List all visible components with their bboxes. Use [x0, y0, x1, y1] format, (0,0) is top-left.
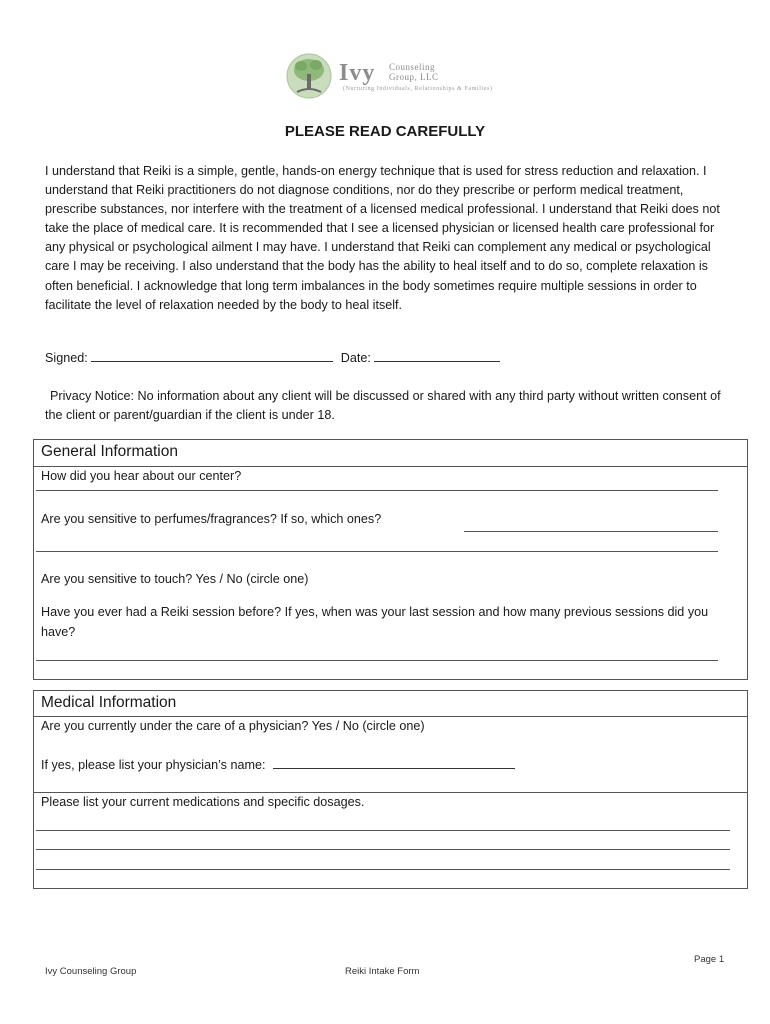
physician-name-label: If yes, please list your physician’s name: — [41, 758, 266, 772]
footer-organization: Ivy Counseling Group — [45, 966, 137, 977]
general-information-title: General Information — [41, 443, 178, 460]
footer-form-title: Reiki Intake Form — [345, 966, 420, 977]
hear-about-field[interactable] — [36, 490, 718, 491]
medications-line-2[interactable] — [36, 849, 730, 850]
section-divider — [34, 792, 747, 793]
logo-sub-line1: Counseling — [389, 62, 436, 72]
medications-line-1[interactable] — [36, 830, 730, 831]
perfume-inline-field[interactable] — [464, 531, 718, 532]
logo-subtitle — [389, 62, 459, 82]
hear-about-question: How did you hear about our center? — [41, 469, 242, 483]
privacy-notice: Privacy Notice: No information about any client will be discussed or shared with any third party without written consent of the client or parent/guardian if the client is under 18. — [45, 389, 721, 422]
medical-information-section — [33, 690, 748, 889]
page-heading: PLEASE READ CAREFULLY — [284, 123, 486, 140]
perfume-question: Are you sensitive to perfumes/fragrances? If so, which ones? — [41, 512, 382, 526]
physician-question: Are you currently under the care of a physician? Yes / No (circle one) — [41, 719, 425, 733]
tree-icon — [285, 52, 333, 100]
signature-field[interactable] — [91, 350, 333, 362]
date-label: Date: — [340, 351, 371, 365]
consent-paragraph: I understand that Reiki is a simple, gentle, hands-on energy technique that is used for stress reduction and relaxation. I understand that Reiki practitioners do not diagnose conditions, nor do they prescribe or perform medical treatment, prescribe substances, nor interfere with the treatment of a licensed medical professional. I understand that Reiki does not take the place of medical care. It is recommended that I see a licensed physician or licensed health care professional for any physical or psychological ailment I may have. I understand that Reiki can complement any medical or psychological care I may be receiving. I also understand that the body has the ability to heal itself and to do so, complete relaxation is often beneficial. I acknowledge that long term imbalances in the body sometimes require multiple sessions in order to facilitate the level of relaxation needed by the body to heal itself. — [45, 164, 720, 312]
perfume-field[interactable] — [36, 551, 718, 552]
logo-sub-line2: Group, LLC — [389, 72, 439, 82]
general-information-section — [33, 439, 748, 680]
reiki-session-field[interactable] — [36, 660, 718, 661]
section-divider — [34, 466, 747, 467]
touch-question: Are you sensitive to touch? Yes / No (circle one) — [41, 572, 309, 586]
medical-information-title: Medical Information — [41, 694, 177, 711]
logo-name: Ivy — [339, 60, 376, 86]
page-number: Page 1 — [694, 954, 725, 965]
signature-row — [45, 350, 500, 365]
date-field[interactable] — [374, 350, 500, 362]
reiki-session-question: Have you ever had a Reiki session before? If yes, when was your last session and how many previous sessions did you have? — [41, 605, 709, 639]
physician-name-question — [41, 757, 515, 772]
logo-tagline: (Nurturing Individuals, Relationships & Families) — [343, 86, 493, 92]
medications-question: Please list your current medications and specific dosages. — [41, 795, 365, 809]
signed-label: Signed: — [45, 351, 88, 365]
physician-name-field[interactable] — [273, 757, 515, 769]
medications-line-3[interactable] — [36, 869, 730, 870]
section-divider — [34, 716, 747, 717]
company-logo — [285, 52, 493, 102]
